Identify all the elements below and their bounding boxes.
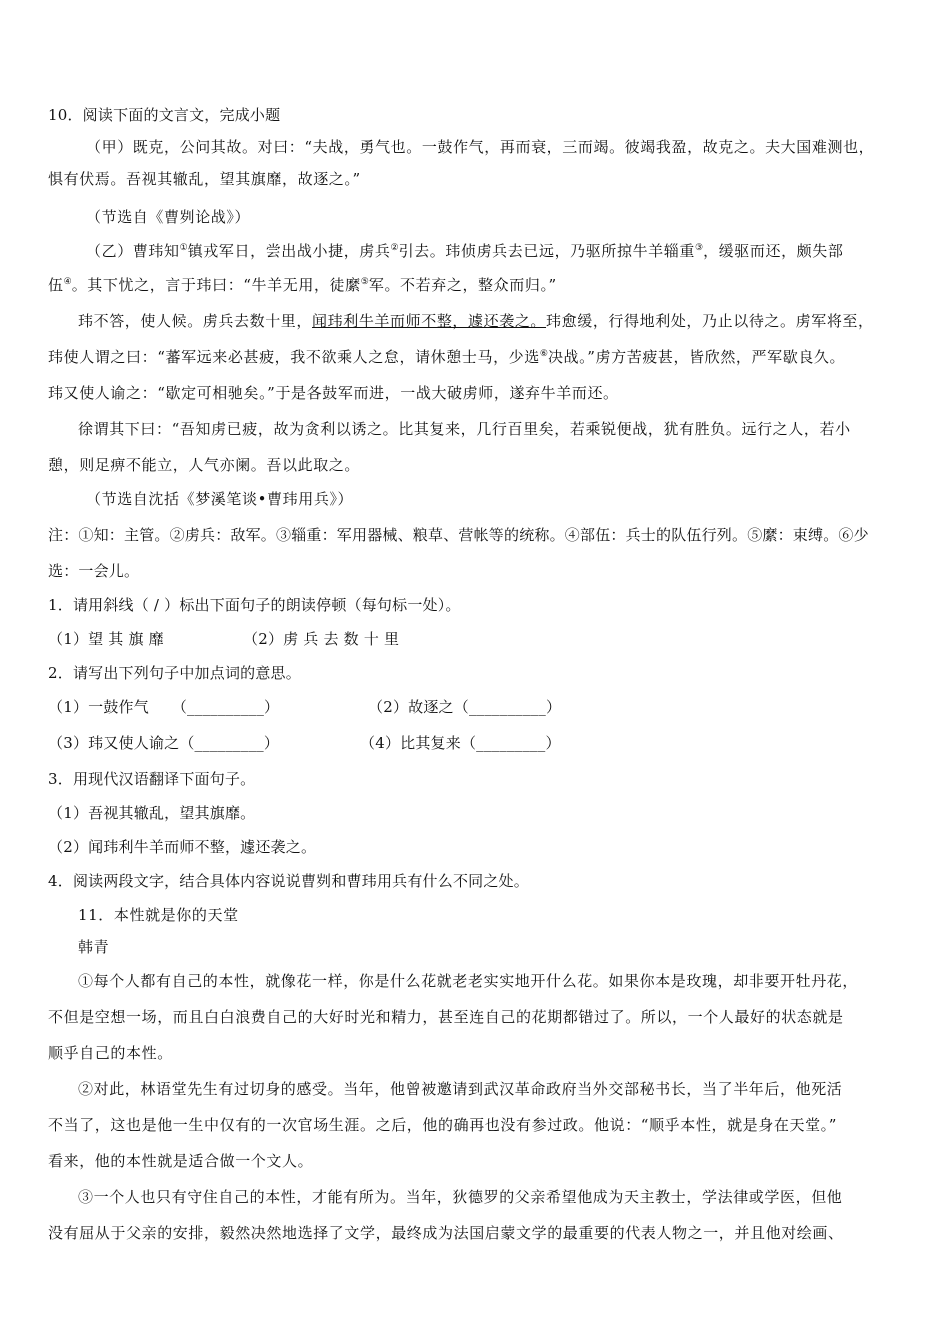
passage-jia-line-1: （甲）既克，公问其故。对曰：“夫战，勇气也。一鼓作气，再而衰，三而竭。彼竭我盈，故克之。夫大国难测也， <box>86 138 875 156</box>
article-p1-line-2: 不但是空想一场，而且白白浪费自己的大好时光和精力，甚至连自己的花期都错过了。所以，一个人最好的状态就是 <box>48 1008 844 1026</box>
sub-question-2-item-2: （2）故逐之（__________） <box>368 698 562 716</box>
footnote-marker: ③ <box>694 243 704 253</box>
footnote-marker: ⑤ <box>360 277 369 287</box>
passage-yi-line-7: 憩，则足痹不能立，人气亦阑。吾以此取之。 <box>48 456 361 474</box>
article-p3-line-2: 没有屈从于父亲的安排，毅然决然地选择了文学，最终成为法国启蒙文学的最重要的代表人物之一，并且他对绘画、 <box>48 1224 844 1242</box>
question-11-title: 11．本性就是你的天堂 <box>78 906 239 924</box>
sub-question-2-title: 2．请写出下列句子中加点词的意思。 <box>48 664 301 682</box>
sub-question-1-title: 1．请用斜线（ / ）标出下面句子的朗读停顿（每句标一处）。 <box>48 596 461 614</box>
article-p2-line-1: ②对此，林语堂先生有过切身的感受。当年，他曾被邀请到武汉革命政府当外交部秘书长，当了半年后，他死活 <box>78 1080 843 1098</box>
article-p1-line-3: 顺乎自己的本性。 <box>48 1044 173 1062</box>
passage-yi-source: （节选自沈括《梦溪笔谈•曹玮用兵》） <box>86 490 354 508</box>
footnote-marker: ④ <box>63 277 72 287</box>
footnote-marker: ① <box>179 243 188 253</box>
article-p2-line-2: 不当了，这也是他一生中仅有的一次官场生涯。之后，他的确再也没有参过政。他说：“顺乎本性，就是身在天堂。” <box>48 1116 838 1134</box>
article-author: 韩青 <box>78 938 110 956</box>
passage-yi-line-5: 玮又使人谕之：“歇定可相驰矣。”于是各鼓军而进，一战大破虏师，遂弃牛羊而还。 <box>48 384 619 402</box>
passage-yi-line-2: 伍④。其下忧之，言于玮曰：“牛羊无用，徒縻⑤军。不若弃之，整众而归。” <box>48 276 557 294</box>
passage-yi-line-3: 玮不答，使人候。虏兵去数十里，闻玮利牛羊而师不整，遽还袭之。玮愈缓，行得地利处，乃止以待之。虏军将至， <box>78 312 874 330</box>
question-10-heading: 10．阅读下面的文言文，完成小题 <box>48 106 281 124</box>
article-p3-line-1: ③一个人也只有守住自己的本性，才能有所为。当年，狄德罗的父亲希望他成为天主教士，学法律或学医，但他 <box>78 1188 843 1206</box>
article-p2-line-3: 看来，他的本性就是适合做一个文人。 <box>48 1152 314 1170</box>
notes-line-2: 选：一会儿。 <box>48 562 140 580</box>
passage-yi-line-6: 徐谓其下曰：“吾知虏已疲，故为贪利以诱之。比其复来，几行百里矣，若乘锐便战，犹有胜负。远行之人，若小 <box>78 420 851 438</box>
article-p1-line-1: ①每个人都有自己的本性，就像花一样，你是什么花就老老实实地开什么花。如果你本是玫瑰，却非要开牡丹花， <box>78 972 859 990</box>
sub-question-2-item-3: （3）玮又使人谕之（_________） <box>48 734 280 752</box>
footnote-marker: ⑥ <box>539 349 548 359</box>
sub-question-3-title: 3．用现代汉语翻译下面句子。 <box>48 770 256 788</box>
passage-jia-line-2: 惧有伏焉。吾视其辙乱，望其旗靡，故逐之。” <box>48 170 361 188</box>
sub-question-4-title: 4．阅读两段文字，结合具体内容说说曹刿和曹玮用兵有什么不同之处。 <box>48 872 529 890</box>
sub-question-3-item-1: （1）吾视其辙乱，望其旗靡。 <box>48 804 256 822</box>
passage-jia-source: （节选自《曹刿论战》） <box>86 208 251 226</box>
sub-question-1-item-2: （2）虏 兵 去 数 十 里 <box>243 630 400 648</box>
notes-line-1: 注：①知：主管。②虏兵：敌军。③辎重：军用器械、粮草、营帐等的统称。④部伍：兵士的队伍行列。⑤縻：束缚。⑥少 <box>48 526 869 544</box>
footnote-marker: ② <box>390 243 399 253</box>
sub-question-2-item-4: （4）比其复来（_________） <box>360 734 561 752</box>
underlined-sentence: 闻玮利牛羊而师不整，遽还袭之。 <box>312 312 547 330</box>
sub-question-1-item-1: （1）望 其 旗 靡 <box>48 630 164 648</box>
passage-yi-line-4: 玮使人谓之曰：“蕃军远来必甚疲，我不欲乘人之怠，请休憩士马，少选⑥决战。”虏方苦疲甚，皆欣然，严军歇良久。 <box>48 348 846 366</box>
sub-question-3-item-2: （2）闻玮利牛羊而师不整，遽还袭之。 <box>48 838 317 856</box>
sub-question-2-item-1: （1）一鼓作气 （__________） <box>48 698 280 716</box>
passage-yi-line-1: （乙）曹玮知①镇戎军日，尝出战小捷，虏兵②引去。玮侦虏兵去已远，乃驱所掠牛羊辎重③，缓驱而还，颇失部 <box>86 242 844 260</box>
